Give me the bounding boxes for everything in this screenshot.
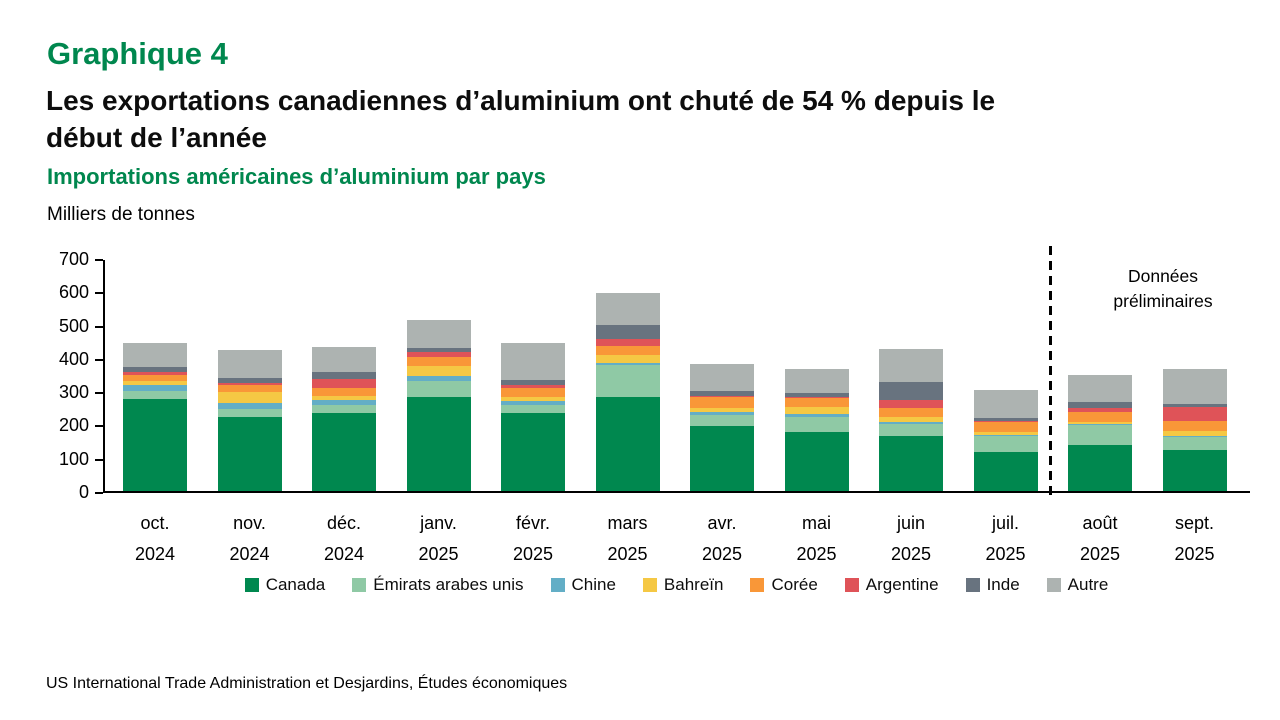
legend-item-argentine bbox=[845, 575, 939, 595]
bar-segment-autre bbox=[596, 293, 660, 325]
legend-swatch-icon bbox=[1047, 578, 1061, 592]
bar-segment-canada bbox=[407, 397, 471, 491]
x-axis-label-year: 2025 bbox=[985, 544, 1026, 564]
x-axis-label-year: 2025 bbox=[418, 544, 459, 564]
bar-segment-cor-e bbox=[1163, 421, 1227, 431]
y-axis-tick-label: 200 bbox=[58, 415, 89, 436]
bar-segment-canada bbox=[974, 452, 1038, 491]
bar-segment-bahre-n bbox=[407, 366, 471, 376]
plot-area bbox=[58, 249, 1250, 564]
bar-segment-autre bbox=[1068, 375, 1132, 402]
x-axis-label-year: 2024 bbox=[134, 544, 176, 564]
bar-segment-cor-e bbox=[879, 408, 943, 417]
bar-segment-canada bbox=[785, 432, 849, 491]
bar-segment-autre bbox=[1163, 369, 1227, 404]
legend-label: Bahreïn bbox=[663, 575, 724, 594]
legend-item--mirats-arabes-unis bbox=[352, 575, 523, 595]
bar-segment-canada bbox=[1068, 445, 1132, 491]
bar-segment-autre bbox=[123, 343, 187, 367]
y-axis-tick-label: 400 bbox=[58, 348, 89, 369]
bar-segment-argentine bbox=[879, 400, 943, 408]
x-axis-label-month: nov. bbox=[233, 513, 266, 533]
preliminary-data-annotation bbox=[1063, 264, 1263, 314]
bar-segment-autre bbox=[501, 343, 565, 380]
y-axis-tick bbox=[95, 259, 103, 261]
x-axis-label-month: oct. bbox=[140, 513, 170, 533]
legend-item-cor-e bbox=[750, 575, 817, 595]
y-axis-tick-label: 600 bbox=[58, 282, 89, 303]
bar-segment-bahre-n bbox=[218, 392, 282, 403]
x-axis-label-month: déc. bbox=[326, 513, 362, 533]
legend-item-autre bbox=[1047, 575, 1109, 595]
x-axis-label-year: 2024 bbox=[229, 544, 270, 564]
bar-segment-autre bbox=[218, 350, 282, 378]
preliminary-annotation-line2: préliminaires bbox=[1113, 291, 1213, 311]
x-axis-label-year: 2025 bbox=[607, 544, 648, 564]
bar-segment-bahre-n bbox=[785, 407, 849, 414]
legend-swatch-icon bbox=[750, 578, 764, 592]
y-axis-tick bbox=[95, 326, 103, 328]
bar-segment-cor-e bbox=[596, 346, 660, 355]
bar-segment--mirats-arabes-unis bbox=[690, 415, 754, 426]
y-axis-tick-label: 300 bbox=[58, 382, 89, 403]
legend-swatch-icon bbox=[966, 578, 980, 592]
y-axis-tick bbox=[95, 425, 103, 427]
x-axis-label bbox=[580, 508, 676, 570]
bar-segment-canada bbox=[690, 426, 754, 491]
x-axis-label bbox=[1052, 508, 1148, 570]
y-axis-tick bbox=[95, 492, 103, 494]
x-axis-label-month: juil. bbox=[991, 513, 1019, 533]
x-axis-label-month: août bbox=[1082, 513, 1118, 533]
preliminary-annotation-line1: Données bbox=[1127, 266, 1199, 286]
x-axis-label-month: mars bbox=[607, 513, 648, 533]
bar-segment-canada bbox=[596, 397, 660, 491]
bar-segment-cor-e bbox=[312, 388, 376, 396]
y-axis-units-label: Milliers de tonnes bbox=[47, 204, 195, 225]
bar-segment-autre bbox=[785, 369, 849, 393]
bar-segment-argentine bbox=[596, 339, 660, 346]
legend-label: Chine bbox=[571, 575, 616, 594]
x-axis-label-month: avr. bbox=[707, 513, 737, 533]
bar-segment-autre bbox=[879, 349, 943, 382]
legend-label: Canada bbox=[265, 575, 326, 594]
stacked-bar-mai-2025 bbox=[785, 369, 849, 491]
bar-segment-cor-e bbox=[785, 398, 849, 407]
x-axis-label-month: mai bbox=[801, 513, 831, 533]
chart-title bbox=[46, 82, 1241, 156]
bar-segment-argentine bbox=[312, 379, 376, 388]
legend-label: Inde bbox=[986, 575, 1020, 594]
bar-segment--mirats-arabes-unis bbox=[785, 417, 849, 432]
y-axis-tick bbox=[95, 359, 103, 361]
x-axis-label-month: janv. bbox=[420, 513, 457, 533]
chart-kicker: Graphique 4 bbox=[47, 36, 228, 71]
legend-swatch-icon bbox=[352, 578, 366, 592]
bar-segment-canada bbox=[879, 436, 943, 491]
x-axis-label bbox=[391, 508, 487, 570]
stacked-bar-oct-2024 bbox=[123, 343, 187, 491]
y-axis-tick bbox=[95, 292, 103, 294]
x-axis-label-year: 2025 bbox=[1079, 544, 1121, 564]
x-axis-label bbox=[107, 508, 203, 570]
y-axis-tick-label: 0 bbox=[78, 482, 89, 502]
stacked-bar-janv-2025 bbox=[407, 320, 471, 491]
bar-segment--mirats-arabes-unis bbox=[596, 365, 660, 397]
bar-segment-cor-e bbox=[407, 357, 471, 366]
x-axis-label-year: 2024 bbox=[323, 544, 365, 564]
source-note: US International Trade Administration et Desjardins, Études économiques bbox=[46, 675, 568, 692]
stacked-bar-juin-2025 bbox=[879, 349, 943, 491]
bar-segment--mirats-arabes-unis bbox=[407, 381, 471, 397]
bar-segment-cor-e bbox=[690, 397, 754, 408]
legend-swatch-icon bbox=[245, 578, 259, 592]
stacked-bar-avr-2025 bbox=[690, 364, 754, 491]
bar-segment--mirats-arabes-unis bbox=[1068, 425, 1132, 445]
bar-segment-cor-e bbox=[218, 385, 282, 392]
x-axis-label bbox=[296, 508, 392, 570]
legend-item-canada bbox=[245, 575, 326, 595]
x-axis-label bbox=[863, 508, 959, 570]
stacked-bar-nov-2024 bbox=[218, 350, 282, 491]
x-axis-label-month: févr. bbox=[515, 513, 550, 533]
x-axis-label bbox=[485, 508, 581, 570]
bar-segment-bahre-n bbox=[596, 355, 660, 363]
bar-segment-canada bbox=[501, 413, 565, 491]
x-axis-label bbox=[769, 508, 865, 570]
y-axis-tick-label: 100 bbox=[58, 448, 89, 469]
bar-segment-canada bbox=[312, 413, 376, 491]
x-axis-label-month: juin bbox=[896, 513, 926, 533]
bar-segment-inde bbox=[312, 372, 376, 379]
x-axis-label-year: 2025 bbox=[512, 544, 554, 564]
stacked-bar-août-2025 bbox=[1068, 375, 1132, 491]
y-axis-tick bbox=[95, 459, 103, 461]
x-axis-label-year: 2025 bbox=[890, 544, 932, 564]
bar-segment-cor-e bbox=[974, 422, 1038, 432]
legend-item-inde bbox=[966, 575, 1020, 595]
x-axis-label bbox=[958, 508, 1054, 570]
stacked-bar-mars-2025 bbox=[596, 293, 660, 491]
bar-segment--mirats-arabes-unis bbox=[1163, 437, 1227, 450]
stacked-bar-févr-2025 bbox=[501, 343, 565, 491]
bar-segment-argentine bbox=[1163, 407, 1227, 421]
legend-swatch-icon bbox=[551, 578, 565, 592]
bar-segment-inde bbox=[879, 382, 943, 400]
bar-segment-autre bbox=[974, 390, 1038, 418]
x-axis-label-year: 2025 bbox=[1174, 544, 1215, 564]
y-axis-tick-label: 700 bbox=[58, 249, 89, 269]
legend-item-bahre-n bbox=[643, 575, 724, 595]
stacked-bar-sept-2025 bbox=[1163, 369, 1227, 491]
stacked-bar-déc-2024 bbox=[312, 347, 376, 491]
x-axis-label-year: 2025 bbox=[796, 544, 837, 564]
bar-segment-canada bbox=[218, 417, 282, 491]
x-axis-label bbox=[1147, 508, 1243, 570]
legend-swatch-icon bbox=[845, 578, 859, 592]
stacked-bar-juil-2025 bbox=[974, 390, 1038, 491]
x-axis-label-month: sept. bbox=[1174, 513, 1215, 533]
legend-label: Argentine bbox=[865, 575, 939, 594]
bar-segment-inde bbox=[596, 325, 660, 339]
chart-title-line1: Les exportations canadiennes d’aluminium ont chuté de 54 % depuis le bbox=[46, 85, 996, 116]
x-axis-label bbox=[674, 508, 770, 570]
bar-segment-canada bbox=[123, 399, 187, 491]
legend-label: Émirats arabes unis bbox=[373, 575, 524, 594]
bar-segment-canada bbox=[1163, 450, 1227, 491]
x-axis-label-year: 2025 bbox=[701, 544, 743, 564]
bar-segment--mirats-arabes-unis bbox=[123, 391, 187, 399]
legend-label: Corée bbox=[771, 575, 818, 594]
bar-segment-autre bbox=[690, 364, 754, 391]
y-axis-tick-label: 500 bbox=[58, 315, 89, 336]
bar-segment-cor-e bbox=[501, 388, 565, 397]
bar-segment-autre bbox=[312, 347, 376, 372]
chart-subtitle: Importations américaines d’aluminium par pays bbox=[47, 164, 546, 189]
bar-segment--mirats-arabes-unis bbox=[879, 424, 943, 436]
bar-segment--mirats-arabes-unis bbox=[218, 409, 282, 417]
preliminary-divider-dashed-line bbox=[1049, 246, 1052, 497]
bar-segment--mirats-arabes-unis bbox=[501, 405, 565, 413]
chart-title-line2: début de l’année bbox=[46, 122, 267, 153]
bar-segment-autre bbox=[407, 320, 471, 348]
bar-segment-cor-e bbox=[1068, 412, 1132, 422]
y-axis-tick bbox=[95, 392, 103, 394]
bar-segment--mirats-arabes-unis bbox=[974, 436, 1038, 452]
bar-segment--mirats-arabes-unis bbox=[312, 405, 376, 413]
legend-item-chine bbox=[551, 575, 616, 595]
legend-label: Autre bbox=[1067, 575, 1109, 594]
chart-legend bbox=[103, 575, 1250, 595]
legend-swatch-icon bbox=[643, 578, 657, 592]
x-axis-label bbox=[202, 508, 298, 570]
